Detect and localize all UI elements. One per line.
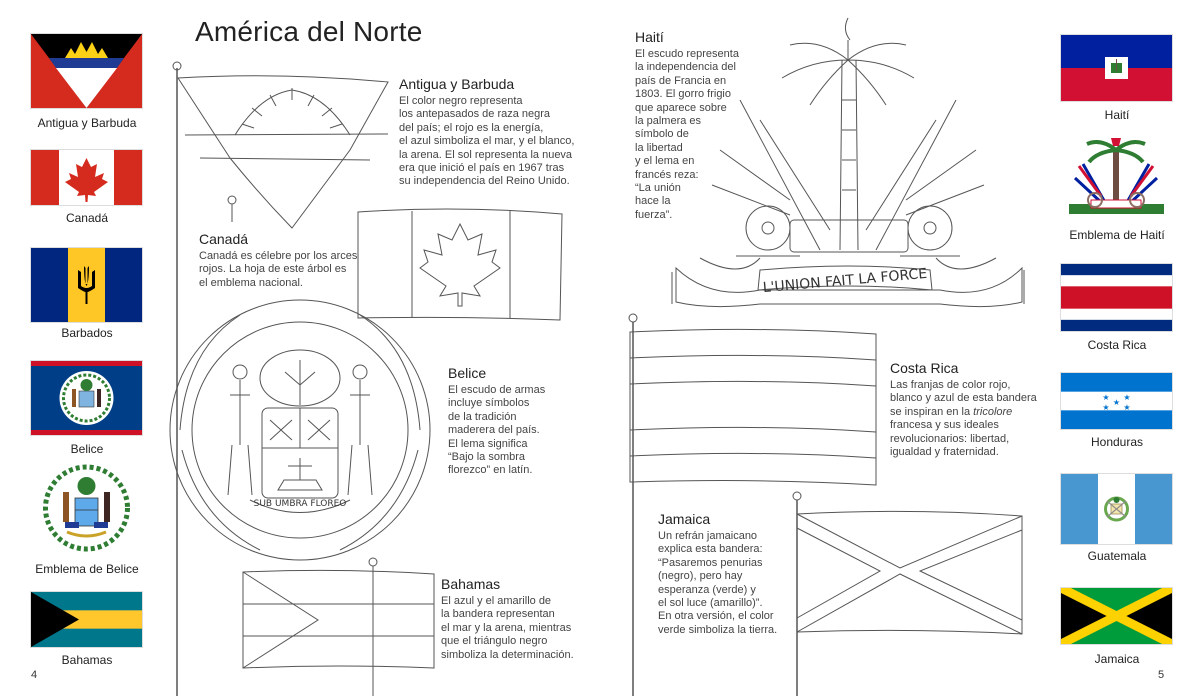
- jamaica-saltire-icon: [1061, 588, 1172, 644]
- text-line: El escudo de armas: [448, 384, 546, 396]
- text-line: que aparece sobre: [635, 101, 727, 114]
- haiti-coat-of-arms-icon: [1061, 134, 1172, 222]
- haiti-motto: L'UNION FAIT LA FORCE: [762, 265, 928, 297]
- text-line: los antepasados de raza negra: [399, 108, 551, 121]
- text-line: El escudo representa: [635, 48, 739, 60]
- bahamas-heading: Bahamas: [441, 576, 501, 592]
- haiti-flag-icon: [1061, 35, 1172, 101]
- text-line: El color negro representa: [399, 95, 523, 107]
- text-line: explica esta bandera:: [658, 543, 763, 556]
- guatemala-emblem-icon: [1061, 474, 1172, 544]
- text-line: la bandera representan: [441, 608, 555, 621]
- jamaica-caption: Jamaica: [1094, 652, 1140, 666]
- text-line: el emblema nacional.: [199, 276, 303, 289]
- belize-coat-of-arms-icon: [39, 462, 134, 554]
- jamaica-heading: Jamaica: [658, 511, 711, 527]
- text-line: país de Francia en: [635, 74, 727, 87]
- text-line: y el lema en: [635, 155, 695, 168]
- barbados-caption: Barbados: [61, 326, 113, 340]
- text-line: “Pasaremos penurias: [658, 556, 763, 569]
- text-line: En otra versión, el color: [658, 610, 774, 623]
- bahamas-text: [441, 595, 574, 662]
- page-title: América del Norte: [195, 16, 423, 47]
- text-line: la palmera es: [635, 115, 702, 128]
- text-line: el mar y la arena, mientras: [441, 621, 572, 634]
- canada-text: [199, 250, 357, 290]
- text-line: símbolo de: [635, 128, 689, 141]
- canada-caption: Canadá: [65, 211, 109, 225]
- text-line: maderera del país.: [448, 424, 540, 437]
- text-line: revolucionarios: libertad,: [890, 432, 1010, 445]
- text-line: florezco” en latín.: [448, 464, 533, 477]
- honduras-caption: Honduras: [1090, 435, 1144, 449]
- antigua-caption: Antigua y Barbuda: [37, 116, 137, 130]
- text-line: blanco y azul de esta bandera: [890, 392, 1037, 405]
- text-line: su independencia del Reino Unido.: [399, 175, 570, 188]
- haiti-heading: Haití: [635, 29, 664, 45]
- costa-rica-heading: Costa Rica: [890, 360, 959, 376]
- right-page-number: 5: [1158, 669, 1165, 681]
- text-line: igualdad y fraternidad.: [890, 446, 999, 459]
- antigua-outline-flag: [173, 62, 388, 696]
- belize-heading: Belice: [448, 365, 487, 381]
- guatemala-caption: Guatemala: [1087, 549, 1147, 563]
- text-line: (negro), pero hay: [658, 570, 743, 583]
- left-page-number: 4: [31, 669, 38, 681]
- antigua-flag: [31, 34, 142, 108]
- text-line: del país; el rojo es la energía,: [399, 121, 544, 134]
- jamaica-outline-flag: [793, 492, 1022, 696]
- belize-outline-emblem: [170, 300, 430, 560]
- text-line: francesa y sus ideales: [890, 419, 999, 432]
- text-line: era que inició el país en 1967 tras: [399, 162, 565, 175]
- text-line: el azul simboliza el mar, y el blanco,: [399, 135, 575, 148]
- bahamas-triangle-icon: [31, 592, 142, 647]
- canada-flag: [31, 150, 142, 205]
- text-line: “Bajo la sombra: [448, 451, 526, 464]
- text-line: Un refrán jamaicano: [658, 530, 758, 542]
- text-line: se inspiran en la tricolore: [890, 405, 1013, 418]
- svg-text:★: ★: [1112, 398, 1121, 407]
- text-line: incluye símbolos: [448, 397, 530, 410]
- svg-text:★: ★: [1102, 403, 1110, 412]
- text-line: la independencia del: [635, 61, 736, 74]
- text-line: el sol luce (amarillo)”.: [658, 597, 763, 610]
- svg-text:★: ★: [1123, 393, 1131, 402]
- text-line: esperanza (verde) y: [658, 583, 756, 596]
- text-line: Canadá es célebre por los arces: [199, 250, 358, 262]
- costa-rica-caption: Costa Rica: [1087, 338, 1147, 352]
- belize-emblem-icon: [31, 361, 142, 435]
- text-line: 1803. El gorro frigio: [635, 88, 731, 101]
- antigua-text: [399, 95, 574, 189]
- barbados-flag: [31, 248, 142, 322]
- bahamas-caption: Bahamas: [61, 653, 113, 667]
- costa-rica-outline-flag: [629, 314, 876, 696]
- antigua-flag-icon: [31, 34, 142, 108]
- jamaica-text: [658, 530, 777, 637]
- text-line: francés reza:: [635, 168, 699, 181]
- text-line: fuerza”.: [635, 208, 673, 221]
- belize-emblem: [39, 462, 134, 554]
- honduras-stars-icon: [1061, 373, 1172, 429]
- belize-emblem-caption: Emblema de Belice: [35, 562, 139, 576]
- antigua-heading: Antigua y Barbuda: [399, 76, 515, 92]
- text-line: El lema significa: [448, 437, 528, 450]
- canada-heading: Canadá: [199, 231, 249, 247]
- text-line: rojos. La hoja de este árbol es: [199, 263, 347, 276]
- belize-text: [448, 384, 545, 478]
- text-line: la arena. El sol representa la nueva: [399, 148, 573, 161]
- text-line: “La unión: [635, 182, 681, 195]
- haiti-text: [635, 48, 739, 222]
- trident-icon: [31, 248, 142, 322]
- bahamas-flag: [31, 592, 142, 647]
- text-line: de la tradición: [448, 410, 517, 423]
- jamaica-flag: [1061, 588, 1172, 644]
- svg-text:★: ★: [1123, 403, 1131, 412]
- svg-text:★: ★: [1102, 393, 1110, 402]
- text-line: hace la: [635, 195, 671, 208]
- haiti-caption: Haití: [1104, 108, 1130, 122]
- belize-caption: Belice: [70, 442, 104, 456]
- haiti-emblem: [1061, 134, 1172, 222]
- costa-rica-flag-icon: [1061, 264, 1172, 331]
- costa-rica-flag: [1061, 264, 1172, 331]
- text-line: Las franjas de color rojo,: [890, 379, 1011, 391]
- text-line: que el triángulo negro: [441, 635, 548, 648]
- haiti-emblem-caption: Emblema de Haití: [1069, 228, 1165, 242]
- text-line: verde simboliza la tierra.: [658, 623, 778, 636]
- text-line: simboliza la determinación.: [441, 648, 574, 661]
- guatemala-flag: [1061, 474, 1172, 544]
- haiti-flag: [1061, 35, 1172, 101]
- text-line: la libertad: [635, 141, 683, 154]
- bahamas-outline-flag: [243, 558, 434, 696]
- text-line: El azul y el amarillo de: [441, 595, 552, 607]
- maple-leaf-icon: [31, 150, 142, 205]
- belize-motto: SUB UMBRA FLOREO: [253, 499, 347, 509]
- costa-rica-text: [890, 379, 1037, 459]
- honduras-flag: [1061, 373, 1172, 429]
- belize-flag: [31, 361, 142, 435]
- belize-motto-scroll: [254, 499, 347, 509]
